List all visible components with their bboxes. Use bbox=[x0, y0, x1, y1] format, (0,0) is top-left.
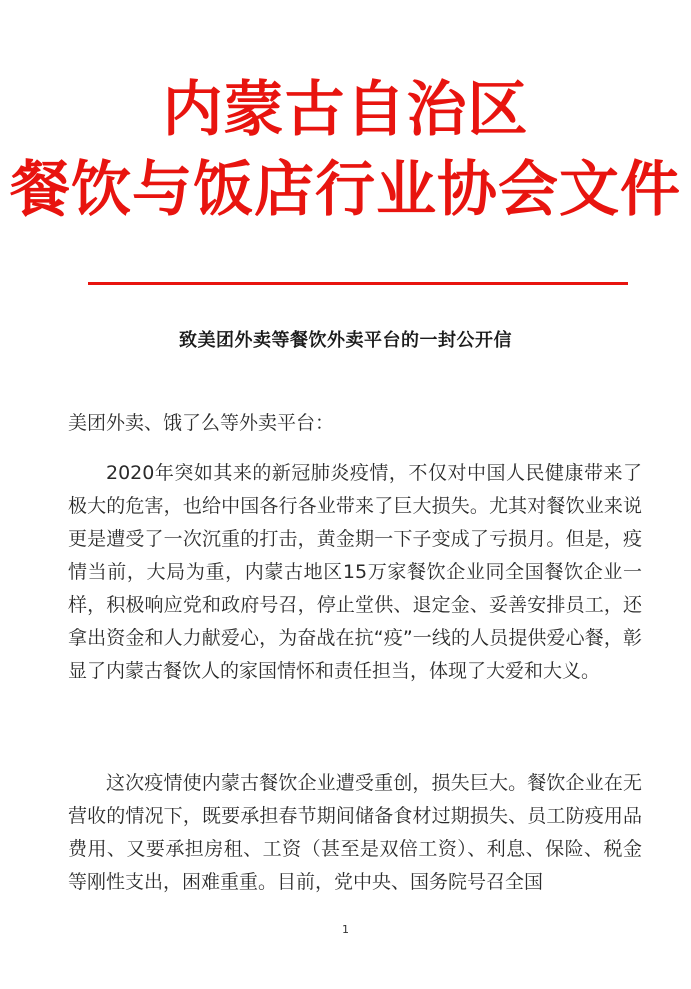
salutation: 美团外卖、饿了么等外卖平台： bbox=[68, 412, 335, 434]
body-paragraph-2: 这次疫情使内蒙古餐饮企业遭受重创，损失巨大。餐饮企业在无营收的情况下，既要承担春节期间储备食材过期损失、员工防疫用品费用、又要承担房租、工资（甚至是双倍工资）、利息、保险、税金等刚性支出，困难重重。目前，党中央、国务院号召全国 bbox=[68, 772, 642, 893]
page-number: 1 bbox=[342, 923, 349, 936]
body-paragraph-1: 2020年突如其来的新冠肺炎疫情，不仅对中国人民健康带来了极大的危害，也给中国各行各业带来了巨大损失。尤其对餐饮业来说更是遭受了一次沉重的打击，黄金期一下子变成了亏损月。但是，疫情当前，大局为重，内蒙古地区15万家餐饮企业同全国餐饮企业一样，积极响应党和政府号召，停止堂供、退定金、妥善安排员工，还拿出资金和人力献爱心，为奋战在抗“疫”一线的人员提供爱心餐，彰显了内蒙古餐饮人的家国情怀和责任担当，体现了大爱和大义。 bbox=[68, 462, 642, 682]
letterhead-line-1: 内蒙古自治区 bbox=[162, 75, 529, 145]
letterhead-line-2: 餐饮与饭店行业协会文件 bbox=[10, 155, 681, 225]
letterhead-divider bbox=[88, 282, 628, 285]
document-title: 致美团外卖等餐饮外卖平台的一封公开信 bbox=[179, 330, 512, 351]
